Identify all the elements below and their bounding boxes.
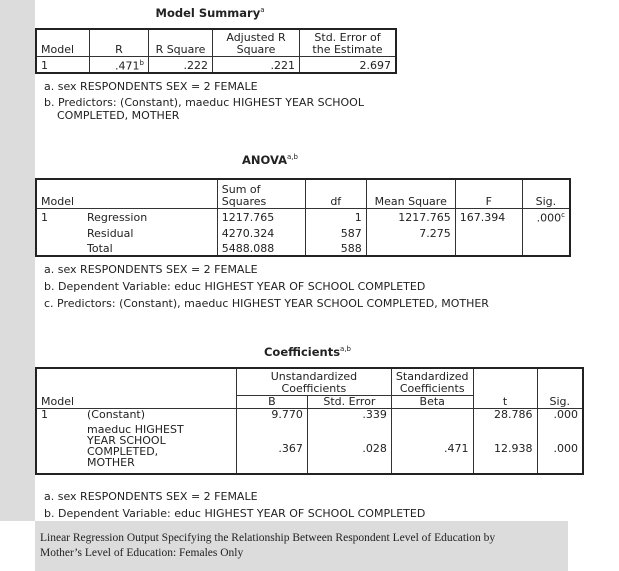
cell-ms: 1217.765	[366, 208, 455, 224]
cell-ss: 5488.088	[217, 240, 305, 256]
col-header-unstandardized: Unstandardized Coefficients	[236, 368, 391, 395]
footnote-b: b. Dependent Variable: educ HIGHEST YEAR OF SCHOOL COMPLETED	[44, 507, 426, 520]
cell-b: .367	[236, 424, 307, 474]
table-header-row	[36, 29, 396, 56]
header-line: Square	[236, 42, 276, 56]
cell-t: 28.786	[473, 408, 537, 424]
footnote-b: b. Predictors: (Constant), maeduc HIGHEST YEAR SCHOOL	[44, 96, 364, 109]
col-header-model: Model	[36, 179, 217, 208]
cell-model: 1	[36, 56, 90, 73]
title-footnote-marker: a,b	[287, 153, 298, 162]
model-summary-table	[35, 28, 397, 74]
cell-df: 587	[305, 224, 366, 240]
sig-value: .000	[536, 211, 562, 225]
cell-ss: 1217.765	[217, 208, 305, 224]
table-row	[36, 224, 570, 240]
term-line: maeduc HIGHEST	[87, 423, 184, 436]
coefficients-notes	[44, 490, 425, 520]
header-line: the Estimate	[312, 42, 383, 56]
coefficients-title	[255, 345, 360, 359]
col-header-model: Model	[36, 368, 236, 408]
header-line: Sum of	[221, 182, 261, 196]
cell-term: (Constant)	[83, 408, 236, 424]
caption-line: Mother’s Level of Education: Females Only	[40, 547, 244, 559]
table-row	[36, 408, 583, 424]
col-header-beta: Beta	[391, 395, 473, 408]
footnote-b-cont: COMPLETED, MOTHER	[57, 109, 180, 122]
header-line: Squares	[221, 194, 267, 208]
cell-t: 12.938	[473, 424, 537, 474]
cell-df: 588	[305, 240, 366, 256]
r-value: .471	[115, 59, 140, 73]
cell-term	[83, 424, 236, 474]
cell-sig	[522, 224, 570, 240]
footnote-c: c. Predictors: (Constant), maeduc HIGHEST YEAR SCHOOL COMPLETED, MOTHER	[44, 297, 489, 310]
title-footnote-marker: a	[260, 6, 265, 15]
model-summary-notes	[44, 80, 364, 122]
cell-r	[90, 56, 149, 73]
coefficients-title-text: Coefficients	[263, 345, 341, 359]
cell-f	[455, 224, 522, 240]
coefficients-table	[35, 367, 584, 475]
cell-ms: 7.275	[366, 224, 455, 240]
header-line: Coefficients	[399, 381, 465, 395]
term-line: YEAR SCHOOL	[87, 434, 166, 447]
col-header-sig: Sig.	[537, 368, 583, 408]
footnote-a: a. sex RESPONDENTS SEX = 2 FEMALE	[44, 263, 258, 276]
cell-sig: .000	[537, 424, 583, 474]
cell-source: Total	[83, 240, 217, 256]
cell-model	[36, 224, 83, 240]
anova-table	[35, 178, 571, 257]
col-header-r-square: R Square	[149, 29, 213, 56]
col-header-model: Model	[36, 29, 90, 56]
col-header-adj-r-square	[213, 29, 300, 56]
footnote-marker: c	[561, 210, 565, 219]
cell-sig: .000	[537, 408, 583, 424]
col-header-standardized	[391, 368, 473, 395]
table-header-row	[36, 368, 583, 395]
col-header-sum-of-squares	[217, 179, 305, 208]
cell-se: .028	[307, 424, 391, 474]
term-line: COMPLETED,	[87, 445, 159, 458]
cell-df: 1	[305, 208, 366, 224]
col-header-std-error: Std. Error	[307, 395, 391, 408]
footnote-marker: b	[139, 58, 144, 67]
table-row	[36, 56, 396, 73]
table-row	[36, 208, 570, 224]
cell-f: 167.394	[455, 208, 522, 224]
cell-model: 1	[36, 208, 83, 224]
cell-adj-r-square: .221	[213, 56, 300, 73]
cell-beta	[391, 408, 473, 424]
footnote-a: a. sex RESPONDENTS SEX = 2 FEMALE	[44, 490, 258, 503]
cell-source: Residual	[83, 224, 217, 240]
model-summary-title-text: Model Summary	[155, 6, 261, 20]
cell-r-square: .222	[149, 56, 213, 73]
cell-beta: .471	[391, 424, 473, 474]
col-header-df: df	[305, 179, 366, 208]
cell-sig	[522, 240, 570, 256]
cell-se: .339	[307, 408, 391, 424]
footnote-b: b. Dependent Variable: educ HIGHEST YEAR OF SCHOOL COMPLETED	[44, 280, 426, 293]
col-header-sig: Sig.	[522, 179, 570, 208]
cell-ss: 4270.324	[217, 224, 305, 240]
col-header-std-error	[300, 29, 397, 56]
anova-title-text: ANOVA	[242, 153, 288, 167]
model-summary-title	[150, 6, 270, 20]
term-line: MOTHER	[87, 456, 135, 469]
anova-notes	[44, 263, 489, 310]
col-header-t: t	[473, 368, 537, 408]
cell-model	[36, 424, 83, 474]
cell-std-error: 2.697	[300, 56, 397, 73]
header-line: Std. Error of	[314, 30, 381, 44]
cell-model: 1	[36, 408, 83, 424]
col-header-f: F	[455, 179, 522, 208]
cell-f	[455, 240, 522, 256]
table-row	[36, 240, 570, 256]
anova-title	[230, 153, 310, 167]
cell-b: 9.770	[236, 408, 307, 424]
cell-sig	[522, 208, 570, 224]
left-margin-strip	[0, 0, 35, 521]
col-header-b: B	[236, 395, 307, 408]
cell-model	[36, 240, 83, 256]
caption-line: Linear Regression Output Specifying the Relationship Between Respondent Level of Education by	[40, 532, 496, 544]
cell-source: Regression	[83, 208, 217, 224]
table-header-row	[36, 179, 570, 208]
title-footnote-marker: a,b	[340, 345, 352, 354]
col-header-mean-square: Mean Square	[366, 179, 455, 208]
cell-ms	[366, 240, 455, 256]
figure-caption	[35, 521, 568, 571]
footnote-a: a. sex RESPONDENTS SEX = 2 FEMALE	[44, 80, 258, 93]
table-row	[36, 424, 583, 474]
col-header-r: R	[90, 29, 149, 56]
header-line: Standardized	[395, 369, 469, 383]
header-line: Adjusted R	[226, 30, 286, 44]
